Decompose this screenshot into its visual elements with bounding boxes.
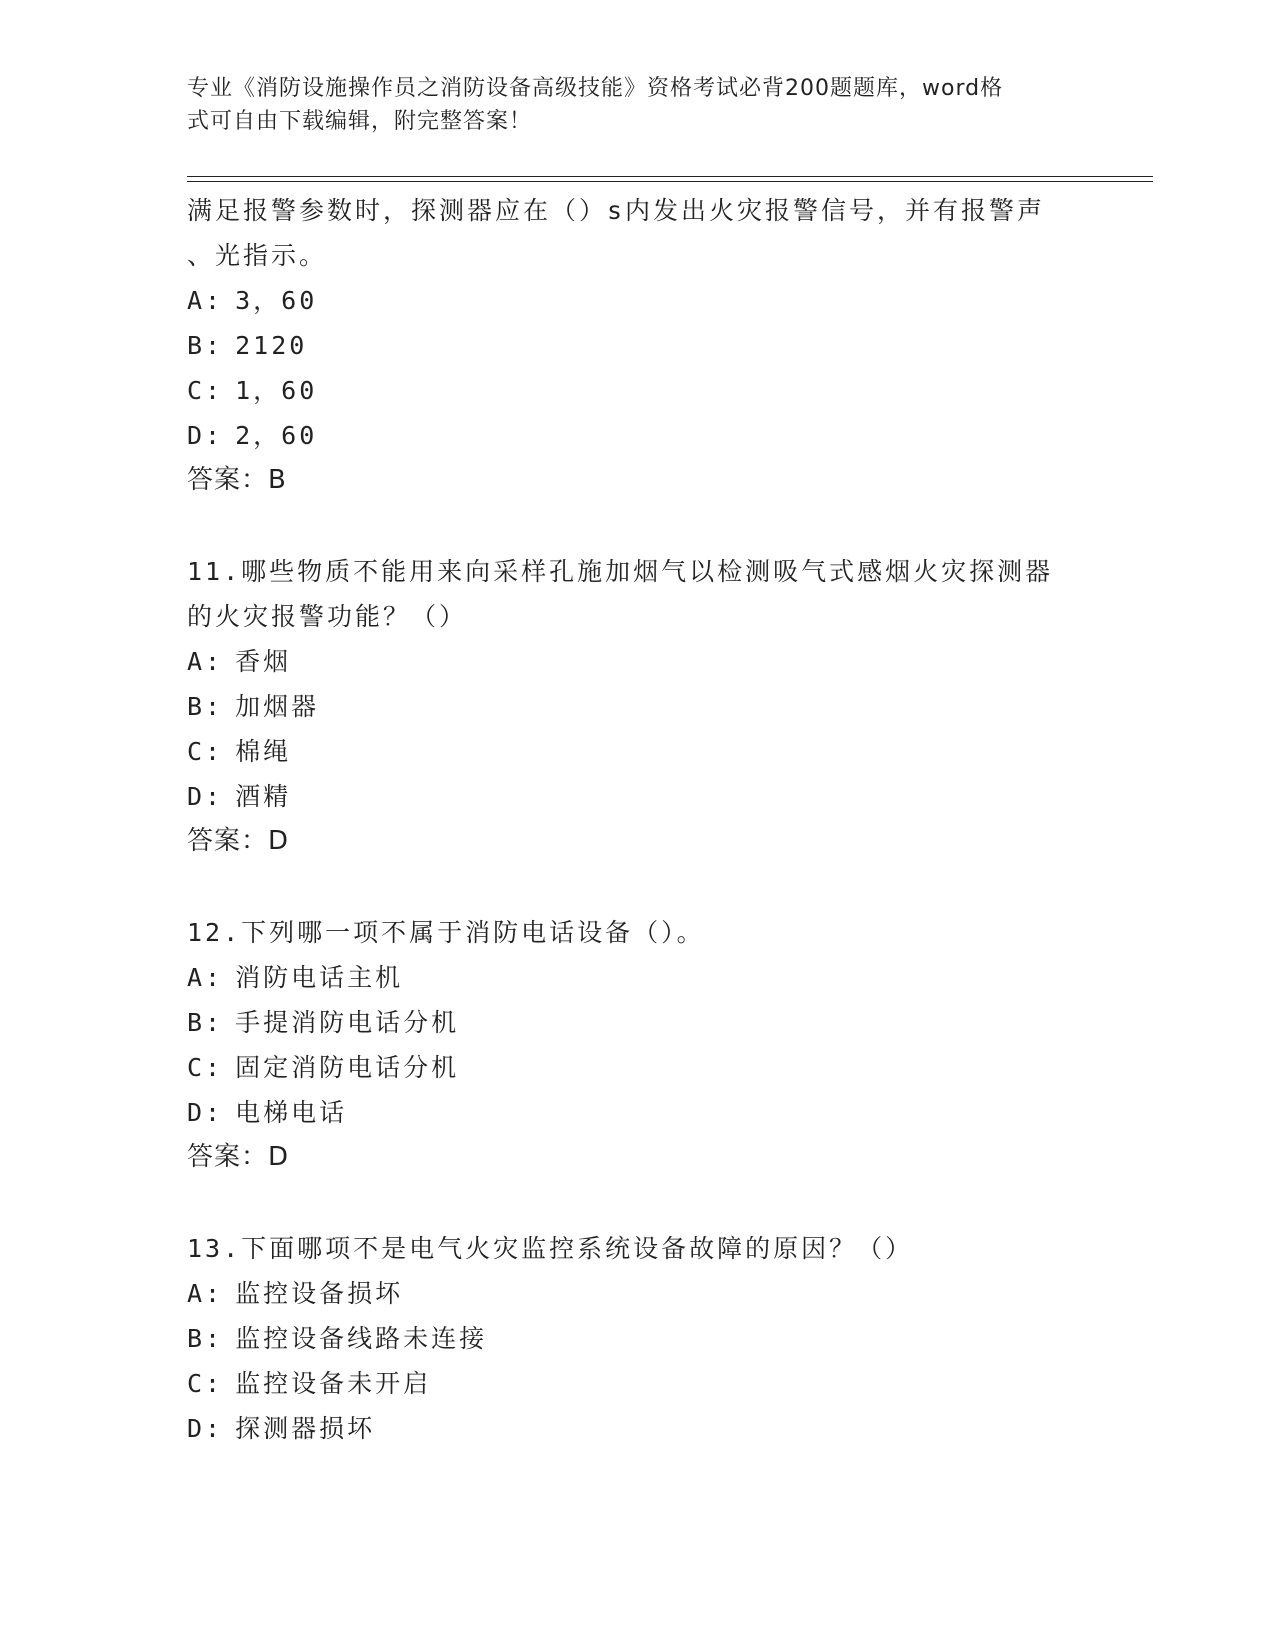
document-page: [187, 0, 1147, 1650]
option-c: [187, 1045, 1087, 1090]
option-key: A:: [187, 963, 224, 992]
question-list: [187, 188, 1087, 1451]
option-key: C:: [187, 1369, 224, 1398]
option-c: [187, 368, 1087, 413]
option-b: [187, 684, 1087, 729]
question-text-line: 的火灾报警功能？（）: [187, 602, 468, 631]
option-value: 1，60: [235, 376, 318, 405]
option-key: B:: [187, 692, 224, 721]
question-text-line: 12.下列哪一项不属于消防电话设备（）。: [187, 918, 705, 947]
option-b: [187, 1316, 1087, 1361]
option-a: [187, 278, 1087, 323]
option-a: [187, 955, 1087, 1000]
question-block-10: [187, 188, 1087, 503]
option-a: [187, 1271, 1087, 1316]
question-text-line: 11.哪些物质不能用来向采样孔施加烟气以检测吸气式感烟火灾探测器: [187, 557, 1054, 586]
option-value: 香烟: [235, 647, 292, 676]
option-value: 2，60: [235, 421, 318, 450]
option-d: [187, 774, 1087, 819]
question-block-12: [187, 910, 1087, 1180]
option-value: 棉绳: [235, 737, 292, 766]
option-key: A:: [187, 647, 224, 676]
option-key: C:: [187, 376, 224, 405]
option-value: 固定消防电话分机: [235, 1053, 460, 1082]
option-d: [187, 1090, 1087, 1135]
question-block-13: [187, 1226, 1087, 1451]
option-key: D:: [187, 1098, 224, 1127]
option-b: [187, 1000, 1087, 1045]
option-c: [187, 729, 1087, 774]
option-value: 酒精: [235, 782, 292, 811]
answer-line: 答案：D: [187, 826, 290, 856]
option-value: 加烟器: [235, 692, 320, 721]
header-line-1: 专业《消防设施操作员之消防设备高级技能》资格考试必背200题题库，word格: [187, 76, 1004, 101]
option-value: 监控设备未开启: [235, 1369, 432, 1398]
question-text-line: 、光指示。: [187, 241, 328, 270]
option-d: [187, 413, 1087, 458]
header-divider-top: [187, 176, 1153, 177]
document-header: [187, 72, 1057, 138]
option-value: 2120: [235, 331, 308, 360]
option-key: A:: [187, 1279, 224, 1308]
option-d: [187, 1406, 1087, 1451]
question-block-11: [187, 549, 1087, 864]
option-value: 电梯电话: [235, 1098, 348, 1127]
option-key: B:: [187, 1008, 224, 1037]
option-c: [187, 1361, 1087, 1406]
header-divider-bottom: [187, 181, 1153, 182]
option-value: 消防电话主机: [235, 963, 404, 992]
option-key: B:: [187, 331, 224, 360]
question-text-line: 满足报警参数时，探测器应在（）s内发出火灾报警信号，并有报警声: [187, 196, 1046, 225]
option-value: 监控设备损坏: [235, 1279, 404, 1308]
option-key: D:: [187, 1414, 224, 1443]
answer-line: 答案：D: [187, 1142, 290, 1172]
option-value: 探测器损坏: [235, 1414, 376, 1443]
option-key: D:: [187, 782, 224, 811]
option-key: C:: [187, 1053, 224, 1082]
option-a: [187, 639, 1087, 684]
answer-line: 答案：B: [187, 465, 287, 495]
option-value: 监控设备线路未连接: [235, 1324, 488, 1353]
option-key: C:: [187, 737, 224, 766]
option-key: D:: [187, 421, 224, 450]
option-value: 手提消防电话分机: [235, 1008, 460, 1037]
header-line-2: 式可自由下载编辑，附完整答案！: [187, 109, 533, 134]
option-value: 3，60: [235, 286, 318, 315]
option-b: [187, 323, 1087, 368]
option-key: B:: [187, 1324, 224, 1353]
option-key: A:: [187, 286, 224, 315]
question-text-line: 13.下面哪项不是电气火灾监控系统设备故障的原因？（）: [187, 1234, 914, 1263]
